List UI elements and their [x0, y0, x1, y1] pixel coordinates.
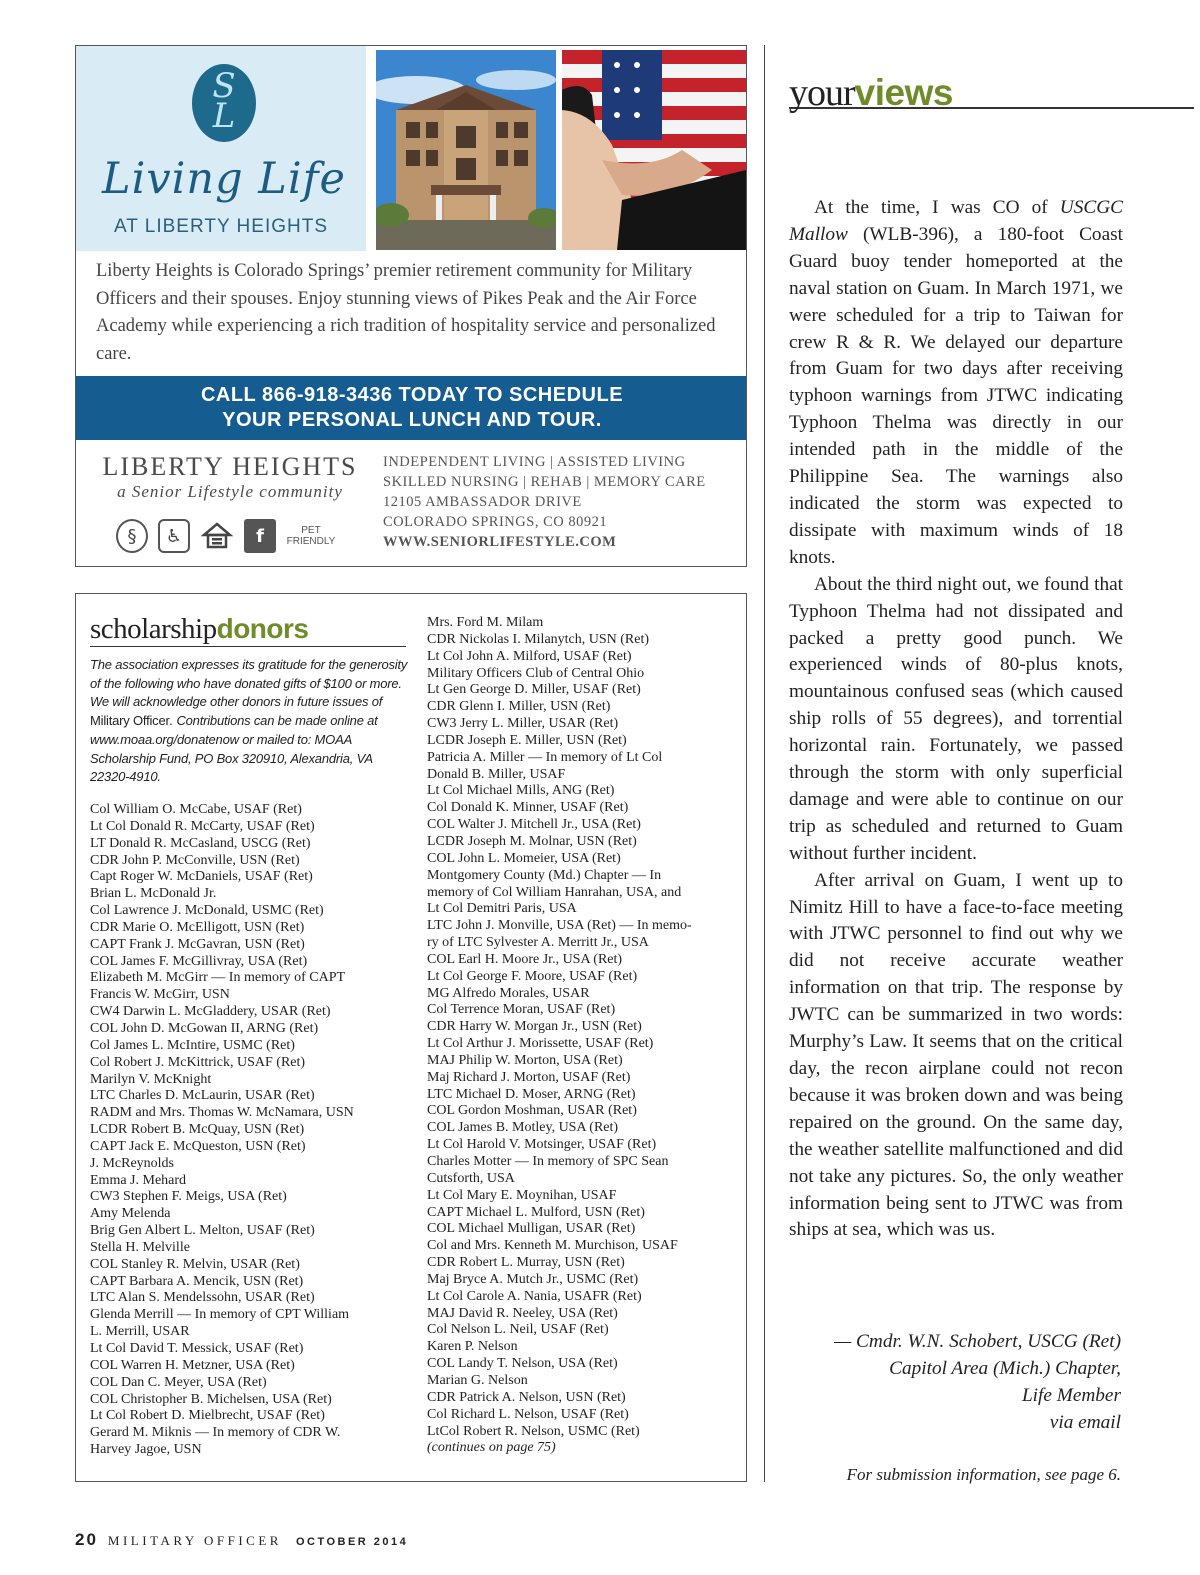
donor-list-item: Lt Col John A. Milford, USAF (Ret) [427, 648, 632, 664]
ad-subheadline: AT LIBERTY HEIGHTS [113, 216, 329, 237]
donor-list-item: COL James F. McGillivray, USA (Ret) [90, 953, 308, 969]
donor-list-item: CDR Robert L. Murray, USN (Ret) [427, 1255, 625, 1271]
letter-paragraph: About the third night out, we found that Typhoon Thelma had not dissipated and packed a pretty good punch. We experienced winds of 80-plus knots, mountainous confused seas (which caused ship rolls of 55 degrees), and torrential horizontal rain. Fortunately, we passed through the storm with only superficial damage and were able to continue on our trip as scheduled and returned to Guam without further incident. [789, 573, 1123, 864]
donor-list-item: CDR John P. McConville, USN (Ret) [90, 852, 300, 868]
donor-list-item: LCDR Joseph M. Molnar, USN (Ret) [427, 833, 637, 849]
donor-list-item: CDR Nickolas I. Milanytch, USN (Ret) [427, 631, 650, 647]
ad-body-text: Liberty Heights is Colorado Springs’ premier retirement community for Military Officers and their spouses. Enjoy stunning views of Pikes Peak and the Air Force Academy while experiencing a rich tradition of hospitality service and personalized care. [96, 261, 716, 364]
donor-list-item: CDR Glenn I. Miller, USN (Ret) [427, 699, 611, 715]
donor-list-item: Elizabeth M. McGirr — In memory of CAPT [90, 970, 346, 986]
donor-list-item: MAJ Philip W. Morton, USA (Ret) [427, 1052, 623, 1068]
ad-icon-row [116, 516, 336, 556]
reader-letter [789, 195, 1123, 1244]
donor-list-item: CAPT Jack E. McQueston, USN (Ret) [90, 1138, 306, 1154]
donor-list-item: Patricia A. Miller — In memory of Lt Col [427, 749, 663, 765]
donor-list-item: COL Earl H. Moore Jr., USA (Ret) [427, 951, 623, 967]
donor-list-item: Brig Gen Albert L. Melton, USAF (Ret) [90, 1223, 315, 1239]
donor-list-item: Lt Gen George D. Miller, USAF (Ret) [427, 682, 641, 698]
donor-list-item: Col Nelson L. Neil, USAF (Ret) [427, 1322, 609, 1338]
donor-list-item: LCDR Joseph E. Miller, USN (Ret) [427, 732, 627, 748]
donor-list-item: ry of LTC Sylvester A. Merritt Jr., USA [427, 935, 649, 951]
donor-list-item: Cutsforth, USA [427, 1170, 515, 1186]
donor-list-item: LT Donald R. McCasland, USCG (Ret) [90, 835, 311, 851]
donor-list-item: LCDR Robert B. McQuay, USN (Ret) [90, 1122, 305, 1138]
donor-list-item: Glenda Merrill — In memory of CPT William [90, 1307, 350, 1323]
signature-name: — Cmdr. W.N. Schobert, USCG (Ret) [834, 1331, 1121, 1352]
donor-list-item: Col and Mrs. Kenneth M. Murchison, USAF [427, 1238, 678, 1254]
building-photo [376, 50, 556, 250]
page-footer [75, 1530, 408, 1550]
donor-list-item: MAJ David R. Neeley, USA (Ret) [427, 1305, 618, 1321]
donor-list-item: Marilyn V. McKnight [90, 1071, 212, 1087]
donor-list-item: LTC John J. Monville, USA (Ret) — In memo- [427, 918, 692, 934]
letter-signature [789, 1329, 1121, 1437]
donor-list-item: LtCol Robert R. Nelson, USMC (Ret) [427, 1423, 640, 1439]
ad-contact-info [383, 452, 743, 552]
donor-list-item: memory of Col William Hanrahan, USA, and [427, 884, 682, 900]
donor-list-item: COL Michael Mulligan, USAR (Ret) [427, 1221, 636, 1237]
donor-list-item: LTC Alan S. Mendelssohn, USAR (Ret) [90, 1290, 315, 1306]
ad-headline: Living Life [102, 154, 346, 204]
submission-info: For submission information, see page 6. [846, 1465, 1121, 1484]
donor-list-item: COL Gordon Moshman, USAR (Ret) [427, 1103, 637, 1119]
donor-list-item: CDR Harry W. Morgan Jr., USN (Ret) [427, 1019, 642, 1035]
donor-list-item: Lt Col Mary E. Moynihan, USAF [427, 1187, 617, 1203]
donor-list-item: CW3 Jerry L. Miller, USAR (Ret) [427, 716, 619, 732]
donor-list-item: Brian L. McDonald Jr. [90, 886, 217, 902]
donor-list-item: Stella H. Melville [90, 1239, 190, 1255]
donor-list-item: COL James B. Motley, USA (Ret) [427, 1120, 619, 1136]
donor-list-item: LTC Charles D. McLaurin, USAR (Ret) [90, 1088, 315, 1104]
donor-list-item: Maj Richard J. Morton, USAF (Ret) [427, 1069, 631, 1085]
donor-list-item: COL Stanley R. Melvin, USAR (Ret) [90, 1256, 300, 1272]
donor-list-item: Mrs. Ford M. Milam [427, 615, 544, 630]
donor-list-item: LTC Michael D. Moser, ARNG (Ret) [427, 1086, 636, 1102]
signature-membership: Life Member [1021, 1384, 1121, 1406]
donor-list-item: CAPT Michael L. Mulford, USN (Ret) [427, 1204, 645, 1220]
donor-list-item: Capt Roger W. McDaniels, USAF (Ret) [90, 869, 313, 885]
accessibility-icon: ♿ [158, 519, 190, 553]
donor-list-item: Donald B. Miller, USAF [427, 766, 566, 782]
donor-list-item: CW4 Darwin L. McGladdery, USAR (Ret) [90, 1004, 331, 1020]
donor-list-item: CDR Marie O. McElligott, USN (Ret) [90, 919, 305, 935]
cta-line-1: CALL 866-918-3436 TODAY TO SCHEDULE [200, 384, 624, 406]
donor-list-item: COL Christopher B. Michelsen, USA (Ret) [90, 1391, 332, 1407]
issue-date: OCTOBER 2014 [295, 1536, 409, 1548]
donor-list-item: Amy Melenda [90, 1206, 171, 1222]
donor-list-item: Montgomery County (Md.) Chapter — In [427, 867, 662, 883]
donor-list-item: CDR Patrick A. Nelson, USN (Ret) [427, 1389, 626, 1405]
donor-list-item: Col Robert J. McKittrick, USAF (Ret) [90, 1054, 306, 1070]
magazine-name: MILITARY OFFICER [107, 1533, 282, 1548]
saluting-officer-flag-photo [562, 50, 746, 250]
donor-list-item: J. McReynolds [90, 1155, 174, 1171]
donor-list-item: MG Alfredo Morales, USAR [427, 985, 590, 1001]
donor-list-item: Lt Col George F. Moore, USAF (Ret) [427, 968, 638, 984]
donor-list-item: Maj Bryce A. Mutch Jr., USMC (Ret) [427, 1271, 639, 1287]
facebook-icon: f [244, 519, 276, 553]
signature-source: via email [1049, 1411, 1121, 1433]
donor-list-item: Col Terrence Moran, USAF (Ret) [427, 1002, 616, 1018]
ad-address-city: COLORADO SPRINGS, CO 80921 [383, 514, 608, 530]
donor-list-item: Gerard M. Miknis — In memory of CDR W. [90, 1425, 341, 1441]
column-divider [764, 45, 765, 1482]
donor-list-item: Lt Col Carole A. Nania, USAFR (Ret) [427, 1288, 642, 1304]
donor-list-item: Lt Col Michael Mills, ANG (Ret) [427, 783, 615, 799]
donor-list-item: L. Merrill, USAR [90, 1324, 190, 1340]
letter-paragraph: After arrival on Guam, I went up to Nimitz Hill to have a face-to-face meeting with JTWC personnel to find out why we did not receive accurate weather information on that trip. The response by JWTC can be summarized in two words: Murphy’s Law. It seems that on the critical day, the recon airplane could not recon because it was broken down and was being repaired on the ground. On the same day, the weather satellite malfunctioned and did not take any pictures. So, the only weather information being sent to JTWC was from ships at sea, which was us. [789, 869, 1123, 1241]
scholarship-donors-box [75, 593, 747, 1482]
donor-list-item: Col Richard L. Nelson, USAF (Ret) [427, 1406, 629, 1422]
continued-note: (continues on page 75) [427, 1440, 556, 1456]
your-views-title: yourviews [789, 75, 1194, 109]
donor-list-item: Col James L. McIntire, USMC (Ret) [90, 1037, 295, 1053]
pet-friendly-icon: PET FRIENDLY [286, 525, 336, 547]
ad-website-link[interactable]: WWW.SENIORLIFESTYLE.COM [383, 534, 617, 550]
scholarship-intro: The association expresses its gratitude for the generosity of the following who have donated gifts of $100 or more. We will acknowledge other donors in future issues of Military Officer. Contributions can be made online at www.moaa.org/donatenow or mailed to: MOAA Scholarship Fund, PO Box 320910, Alexandria, VA 22320-4910. [90, 657, 408, 785]
signature-chapter: Capitol Area (Mich.) Chapter, [889, 1357, 1121, 1379]
senior-lifestyle-monogram-logo: S L [192, 64, 256, 142]
cta-line-2: YOUR PERSONAL LUNCH AND TOUR. [222, 409, 602, 431]
donor-list-item: Lt Col David T. Messick, USAF (Ret) [90, 1341, 304, 1356]
donor-list-right [427, 615, 742, 1457]
donor-list-item: Col Lawrence J. McDonald, USMC (Ret) [90, 903, 324, 919]
donor-list-item: Charles Motter — In memory of SPC Sean [427, 1154, 669, 1169]
scholarship-donors-title: scholarshipdonors [90, 612, 406, 647]
donor-list-item: Lt Col Robert D. Mielbrecht, USAF (Ret) [90, 1408, 325, 1424]
ad-brand-tagline: a Senior Lifestyle community [117, 482, 343, 501]
liberty-heights-ad [75, 45, 747, 567]
donor-list-item: CAPT Barbara A. Mencik, USN (Ret) [90, 1273, 304, 1289]
equal-housing-icon [200, 519, 234, 553]
page-number: 20 [75, 1530, 98, 1549]
donor-list-item: CW3 Stephen F. Meigs, USA (Ret) [90, 1189, 287, 1205]
ad-services-line-2: SKILLED NURSING | REHAB | MEMORY CARE [383, 474, 706, 490]
donor-list-item: COL Walter J. Mitchell Jr., USA (Ret) [427, 817, 641, 833]
donor-list-item: COL John L. Momeier, USA (Ret) [427, 850, 621, 866]
donor-list-item: Col Donald K. Minner, USAF (Ret) [427, 800, 629, 816]
donor-list-item: COL Warren H. Metzner, USA (Ret) [90, 1357, 295, 1373]
donor-list-item: Col William O. McCabe, USAF (Ret) [90, 802, 302, 817]
donor-list-item: Francis W. McGirr, USN [90, 987, 230, 1003]
donor-list-item: Karen P. Nelson [427, 1339, 518, 1355]
donor-list-item: Marian G. Nelson [427, 1372, 528, 1388]
donor-list-item: Lt Col Donald R. McCarty, USAF (Ret) [90, 818, 315, 834]
donor-list-item: Lt Col Arthur J. Morissette, USAF (Ret) [427, 1036, 654, 1052]
ad-logo-panel [76, 46, 366, 251]
senior-lifestyle-icon: § [116, 519, 148, 553]
donor-list-item: Military Officers Club of Central Ohio [427, 665, 645, 681]
letter-paragraph: At the time, I was CO of USCGC Mallow (WLB-396), a 180-foot Coast Guard buoy tender homeported at the naval station on Guam. In March 1971, we were scheduled for a trip to Taiwan for crew R & R. We delayed our departure from Guam for two days after receiving typhoon warnings from JTWC indicating Typhoon Thelma was directly in our intended path in the middle of the Philippine Sea. The warnings also indicated the storm was expected to dissipate with maximum winds of 18 knots. [789, 197, 1123, 568]
ad-services-line-1: INDEPENDENT LIVING | ASSISTED LIVING [383, 454, 686, 470]
donor-list-item: COL Dan C. Meyer, USA (Ret) [90, 1374, 267, 1390]
donor-list-item: COL Landy T. Nelson, USA (Ret) [427, 1356, 618, 1372]
ad-address-street: 12105 AMBASSADOR DRIVE [383, 494, 582, 510]
donor-list-left [90, 802, 420, 1459]
ad-brand-name: LIBERTY HEIGHTS [102, 452, 358, 481]
donor-list-item: Lt Col Harold V. Motsinger, USAF (Ret) [427, 1137, 657, 1153]
donor-list-item: CAPT Frank J. McGavran, USN (Ret) [90, 936, 305, 952]
ad-call-to-action [76, 376, 747, 440]
donor-list-item: Harvey Jagoe, USN [90, 1442, 202, 1458]
donor-list-item: RADM and Mrs. Thomas W. McNamara, USN [90, 1105, 354, 1121]
donor-list-item: Emma J. Mehard [90, 1172, 187, 1188]
donor-list-item: COL John D. McGowan II, ARNG (Ret) [90, 1020, 319, 1036]
donor-list-item: Lt Col Demitri Paris, USA [427, 901, 577, 917]
